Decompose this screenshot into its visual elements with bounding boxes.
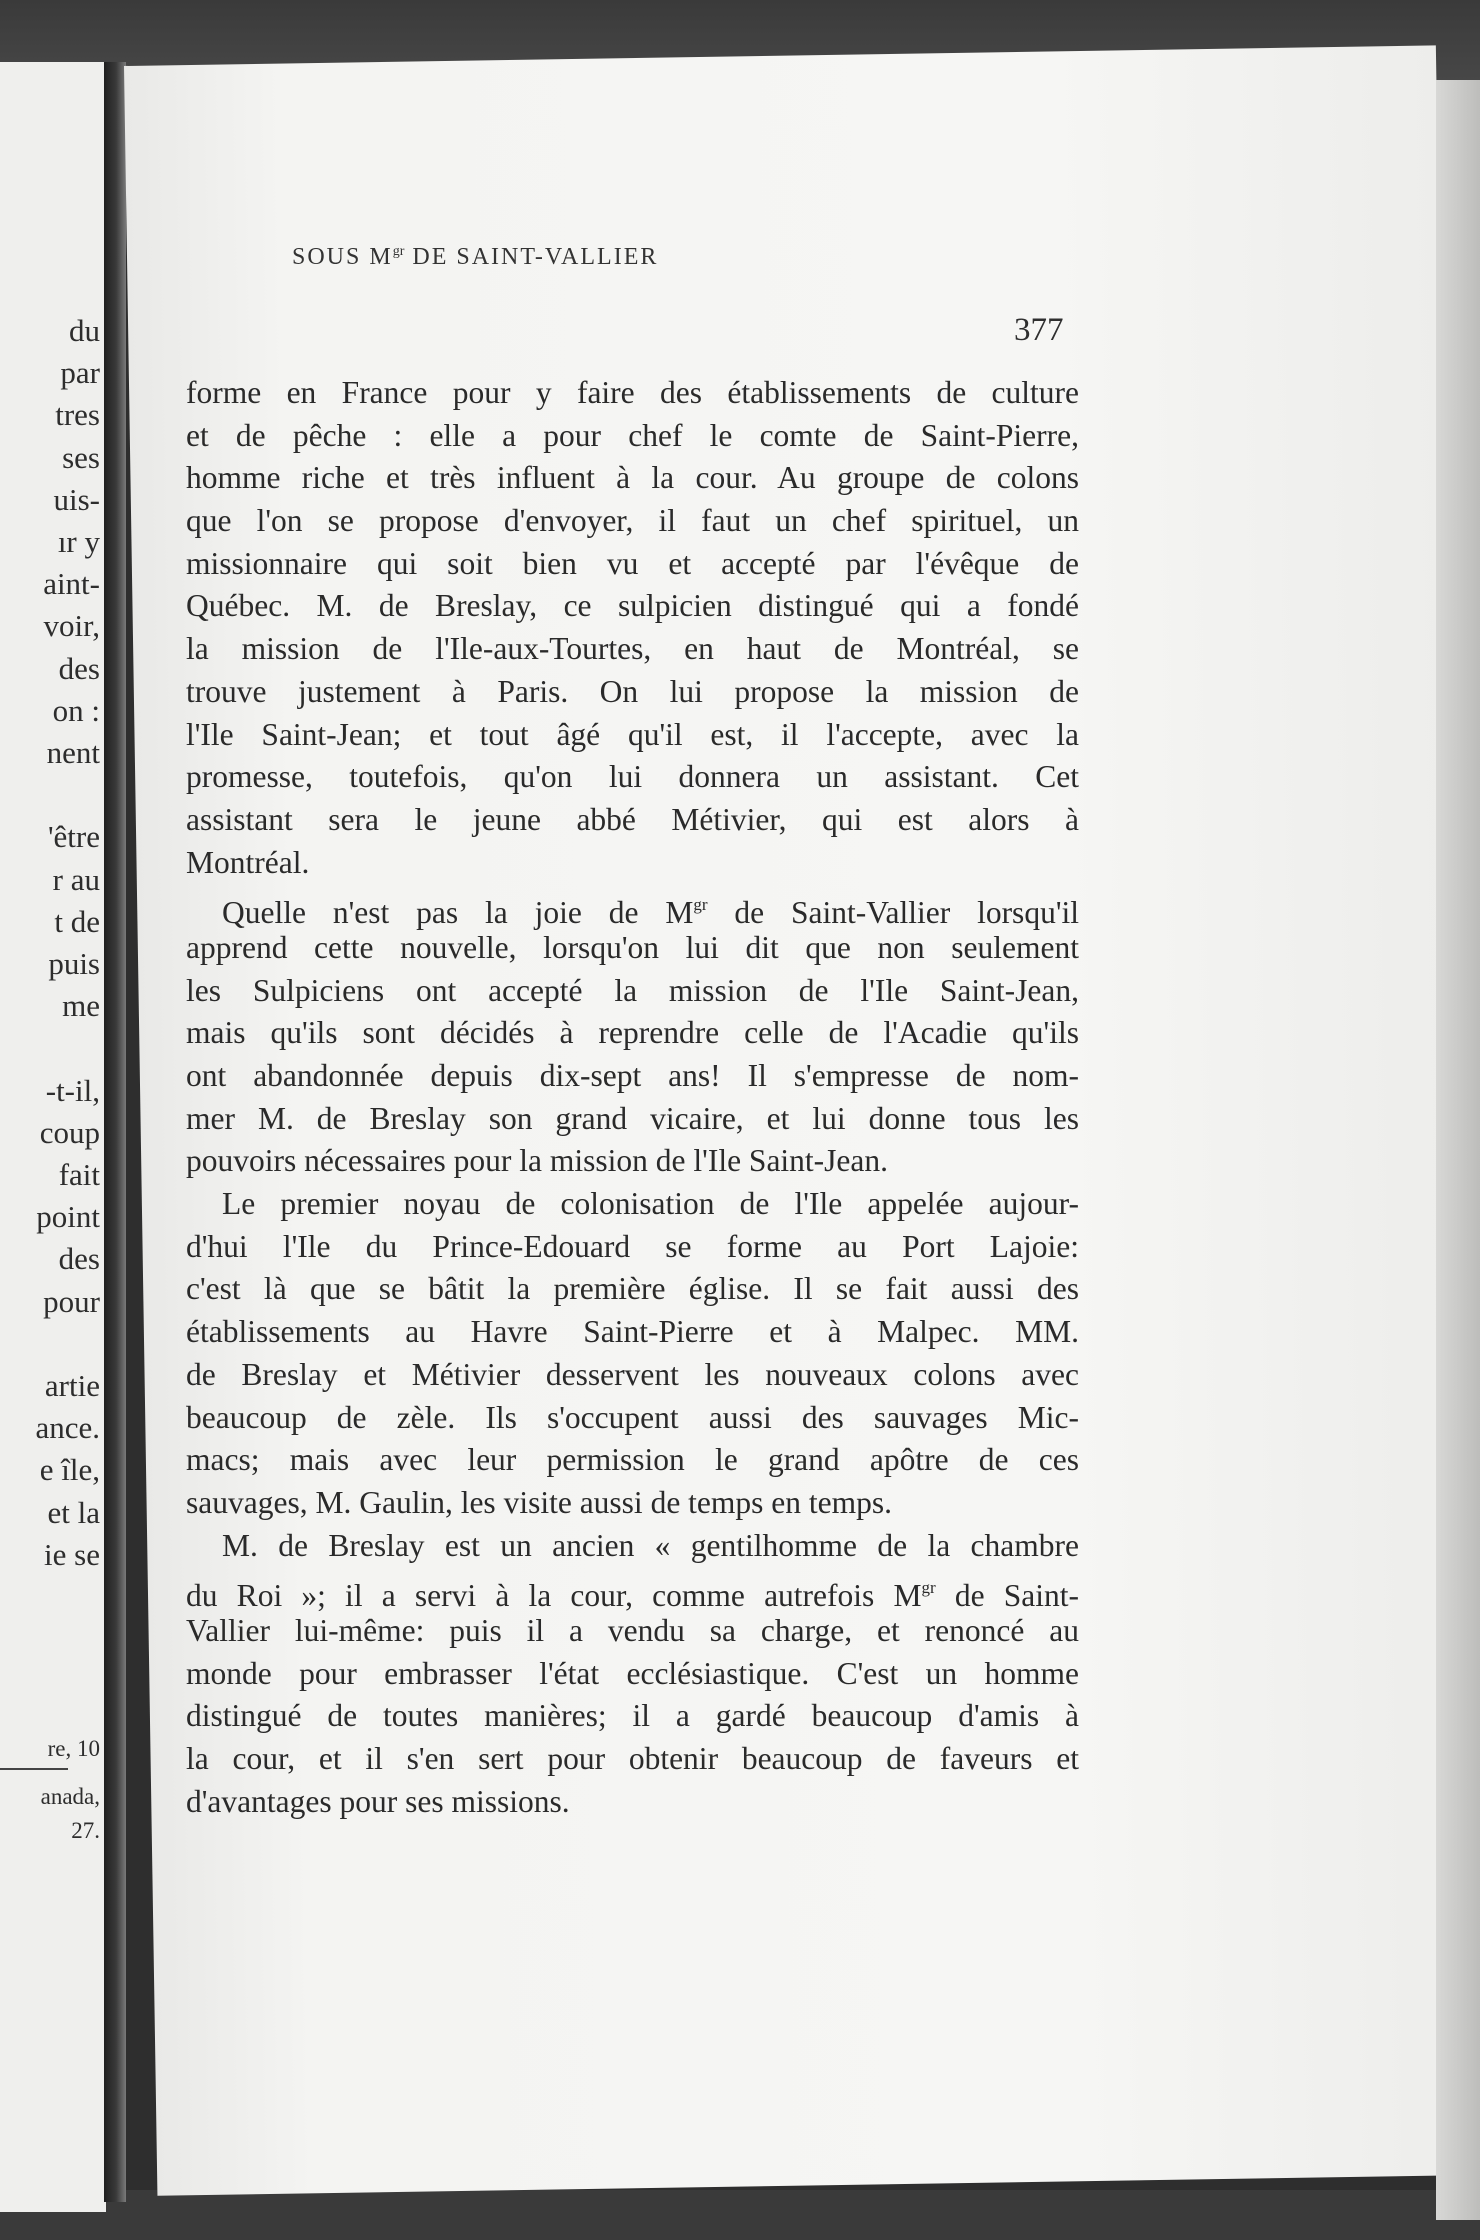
running-head-after: DE SAINT-VALLIER	[404, 244, 659, 270]
left-page-footnote: re, 10	[47, 1736, 100, 1761]
text-line: la mission de l'Ile-aux-Tourtes, en haut de Montréal, se	[186, 631, 1079, 667]
left-page-line: e île,	[39, 1452, 100, 1488]
text-line: macs; mais avec leur permission le grand apôtre de ces	[186, 1442, 1079, 1478]
text-line: Le premier noyau de colonisation de l'Ile appelée aujour-	[222, 1186, 1079, 1222]
text-line: les Sulpiciens ont accepté la mission de l'Ile Saint-Jean,	[186, 972, 1079, 1008]
text-line: l'Ile Saint-Jean; et tout âgé qu'il est, il l'accepte, avec la	[186, 716, 1079, 752]
text-line: ont abandonnée depuis dix-sept ans! Il s'empresse de nom-	[186, 1058, 1079, 1093]
text-line: mer M. de Breslay son grand vicaire, et lui donne tous les	[186, 1100, 1079, 1136]
book-gutter	[104, 62, 126, 2202]
text-line: et de pêche : elle a pour chef le comte de Saint-Pierre,	[186, 417, 1079, 453]
text-line: apprend cette nouvelle, lorsqu'on lui dit que non seulement	[186, 929, 1079, 965]
text-line: d'hui l'Ile du Prince-Edouard se forme au Port Lajoie:	[186, 1228, 1079, 1264]
text-line: Vallier lui-même: puis il a vendu sa charge, et renoncé au	[186, 1612, 1079, 1648]
superscript: gr	[693, 895, 708, 915]
left-page-line: des	[58, 650, 100, 686]
text-line: pouvoirs nécessaires pour la mission de l'Ile Saint-Jean.	[186, 1143, 889, 1179]
left-page-line: -t-il,	[45, 1072, 100, 1108]
left-page-line: r au	[52, 861, 100, 897]
left-page-line: uis-	[53, 481, 100, 517]
text-line: promesse, toutefois, qu'on lui donnera un assistant. Cet	[186, 759, 1079, 795]
scanner-backdrop-bottom	[0, 2190, 1480, 2240]
text-line: trouve justement à Paris. On lui propose la mission de	[186, 673, 1079, 709]
left-page-line: voir,	[43, 608, 100, 644]
text-line: du Roi »; il a servi à la cour, comme autrefois $M^{gr}$ de Saint-	[186, 1578, 1079, 1614]
left-page-line: fait	[58, 1157, 100, 1192]
left-page-line: me	[62, 988, 100, 1024]
left-page-line: ance.	[35, 1410, 100, 1446]
left-page-line: et la	[47, 1494, 100, 1530]
page-number: 377	[1014, 312, 1064, 348]
text-line: d'avantages pour ses missions.	[186, 1783, 570, 1819]
left-page-line: puis	[48, 946, 100, 981]
left-page-line: ır y	[57, 524, 100, 559]
text-line: Montréal.	[186, 844, 310, 880]
text-line: sauvages, M. Gaulin, les visite aussi de temps en temps.	[186, 1484, 893, 1520]
text-line: que l'on se propose d'envoyer, il faut un chef spirituel, un	[186, 503, 1079, 539]
running-head-sup: gr	[392, 244, 405, 259]
left-page-footnote: 27.	[71, 1818, 100, 1843]
footnote-rule	[0, 1768, 68, 1770]
left-page-line: nent	[46, 735, 100, 770]
text-line: de Breslay et Métivier desservent les nouveaux colons avec	[186, 1356, 1079, 1392]
page-edge-shadow	[1436, 80, 1480, 2220]
left-page-line: ses	[62, 439, 100, 475]
previous-page-fragment	[0, 62, 106, 2212]
running-head-before: SOUS M	[292, 244, 393, 270]
text-line: distingué de toutes manières; il a gardé beaucoup d'amis à	[186, 1698, 1079, 1734]
left-page-line: par	[60, 355, 100, 391]
left-page-line: du	[69, 313, 100, 348]
text-line: missionnaire qui soit bien vu et accepté par l'évêque de	[186, 545, 1079, 581]
text-line: Quelle n'est pas la joie de $M^{gr}$ de Saint-Vallier lorsqu'il	[222, 895, 1079, 931]
text-line: homme riche et très influent à la cour. Au groupe de colons	[186, 460, 1079, 496]
left-page-line: point	[36, 1199, 100, 1235]
left-page-line: tres	[55, 397, 100, 433]
left-page-line: pour	[43, 1283, 100, 1319]
left-page-line: artie	[44, 1368, 100, 1403]
running-head	[292, 244, 658, 271]
left-page-line: aint-	[43, 566, 100, 602]
text-line: M. de Breslay est un ancien « gentilhomme de la chambre	[222, 1527, 1079, 1563]
left-page-line: 'être	[47, 819, 100, 855]
left-page-line: coup	[39, 1114, 100, 1150]
text-line: c'est là que se bâtit la première église. Il se fait aussi des	[186, 1271, 1079, 1307]
left-page-line: t de	[54, 903, 100, 939]
text-line: assistant sera le jeune abbé Métivier, qui est alors à	[186, 801, 1079, 837]
superscript: gr	[921, 1578, 936, 1598]
left-page-line: on :	[52, 692, 100, 728]
left-page-line: ie se	[44, 1536, 100, 1572]
body-text	[186, 372, 1079, 1823]
text-line: établissements au Havre Saint-Pierre et à Malpec. MM.	[186, 1314, 1079, 1350]
left-page-line: des	[58, 1241, 100, 1277]
text-line: beaucoup de zèle. Ils s'occupent aussi des sauvages Mic-	[186, 1399, 1079, 1435]
left-page-footnote: anada,	[40, 1784, 100, 1809]
text-line: Québec. M. de Breslay, ce sulpicien distingué qui a fondé	[186, 588, 1079, 624]
text-line: la cour, et il s'en sert pour obtenir beaucoup de faveurs et	[186, 1741, 1079, 1776]
text-line: mais qu'ils sont décidés à reprendre celle de l'Acadie qu'ils	[186, 1015, 1079, 1051]
text-line: monde pour embrasser l'état ecclésiastique. C'est un homme	[186, 1655, 1079, 1691]
text-line: forme en France pour y faire des établissements de culture	[186, 375, 1079, 410]
